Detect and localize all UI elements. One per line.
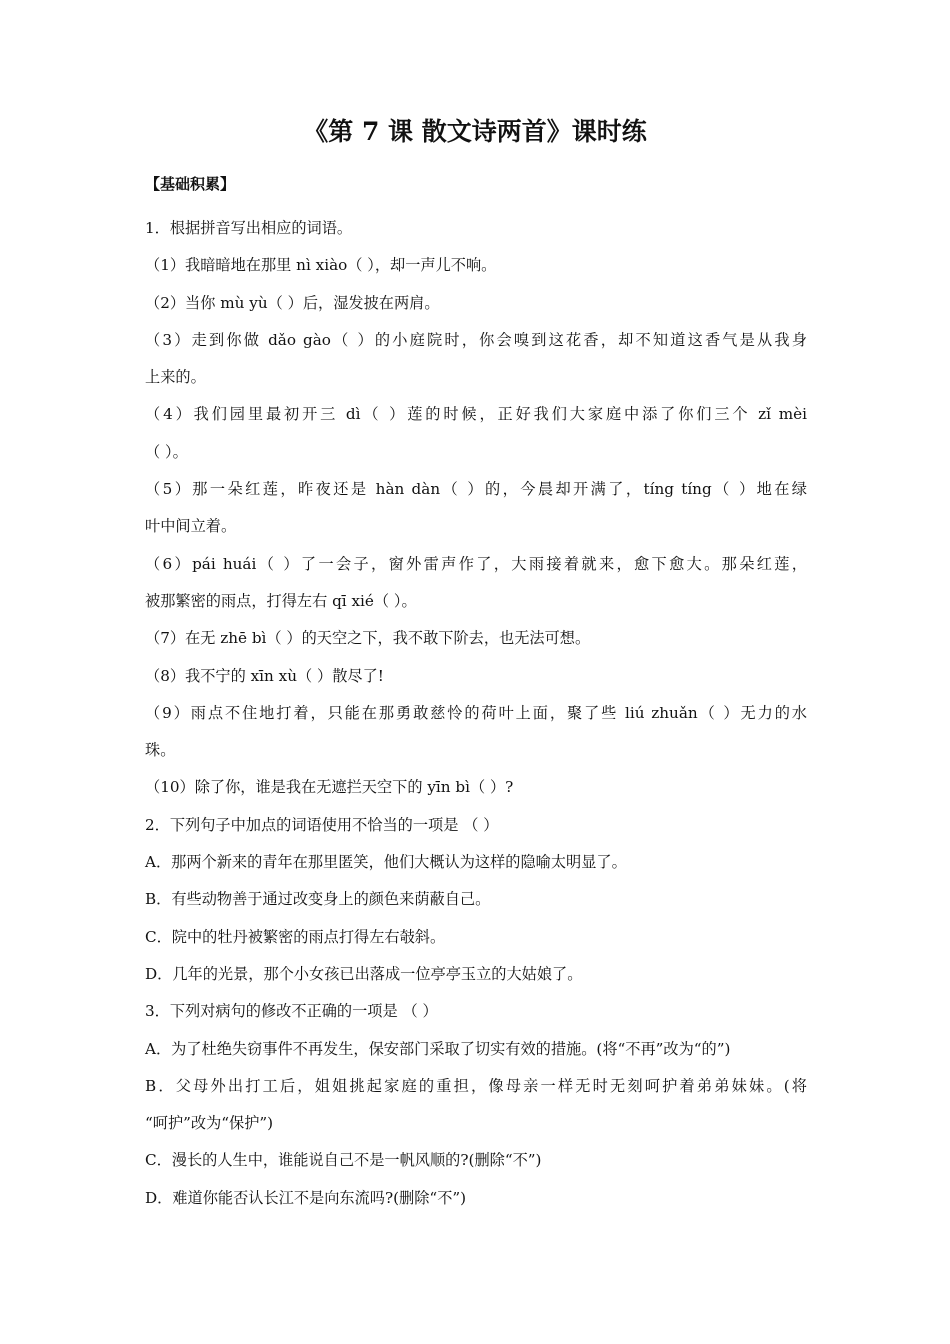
text-line: （2）当你 mù yù（ ）后，湿发披在两肩。 [145, 293, 440, 312]
text-line: （8）我不宁的 xīn xù（ ）散尽了! [145, 666, 384, 685]
text-line: （9）雨点不住地打着，只能在那勇敢慈怜的荷叶上面，聚了些 liú zhuǎn（ ）无力的水 [145, 703, 807, 722]
text-line: （5）那一朵红莲，昨夜还是 hàn dàn（ ）的，今晨却开满了，tíng tíng（ ）地在绿 [145, 480, 807, 499]
text-line: （4）我们园里最初开三 dì（ ）莲的时候，正好我们大家庭中添了你们三个 zǐ mèi [145, 405, 807, 424]
text-line: 3．下列对病句的修改不正确的一项是 （ ） [145, 1002, 438, 1021]
text-line: C．院中的牡丹被繁密的雨点打得左右攲斜。 [145, 927, 446, 946]
exercise-body [145, 210, 807, 1217]
text-line: 2．下列句子中加点的词语使用不恰当的一项是 （ ） [145, 815, 499, 834]
text-line: A．那两个新来的青年在那里匿笑，他们大概认为这样的隐喻太明显了。 [145, 853, 627, 872]
text-line: C．漫长的人生中，谁能说自己不是一帆风顺的?(删除“不”) [145, 1151, 542, 1170]
text-line: 1．根据拼音写出相应的词语。 [145, 219, 353, 237]
text-line: 叶中间立着。 [145, 517, 237, 536]
section-heading: 【基础积累】 [145, 175, 236, 193]
text-line: A．为了杜绝失窃事件不再发生，保安部门采取了切实有效的措施。(将“不再”改为“的”) [145, 1039, 731, 1058]
text-line: B．父母外出打工后，姐姐挑起家庭的重担，像母亲一样无时无刻呵护着弟弟妹妹。(将 [145, 1076, 807, 1095]
page-title: 《第 7 课 散文诗两首》课时练 [303, 117, 647, 146]
text-line: D．难道你能否认长江不是向东流吗?(删除“不”) [145, 1188, 467, 1207]
text-line: （6）pái huái（ ）了一会子，窗外雷声作了，大雨接着就来，愈下愈大。那朵红莲， [145, 554, 807, 573]
text-line: （1）我暗暗地在那里 nì xiào（ ），却一声儿不响。 [145, 256, 497, 275]
text-line: （3）走到你做 dǎo gào（ ）的小庭院时，你会嗅到这花香，却不知道这香气是从我身 [145, 330, 807, 349]
text-line: （ ）。 [145, 442, 188, 461]
text-line: D．几年的光景，那个小女孩已出落成一位亭亭玉立的大姑娘了。 [145, 964, 583, 983]
text-line: （10）除了你，谁是我在无遮拦天空下的 yīn bì（ ）? [145, 778, 514, 797]
text-line: 被那繁密的雨点，打得左右 qī xié（ ）。 [145, 591, 417, 610]
text-line: （7）在无 zhē bì（ ）的天空之下，我不敢下阶去，也无法可想。 [145, 629, 591, 648]
text-line: 上来的。 [145, 368, 206, 387]
text-line: “呵护”改为“保护”) [145, 1114, 274, 1133]
text-line: 珠。 [145, 741, 176, 760]
text-line: B．有些动物善于通过改变身上的颜色来荫蔽自己。 [145, 890, 491, 909]
